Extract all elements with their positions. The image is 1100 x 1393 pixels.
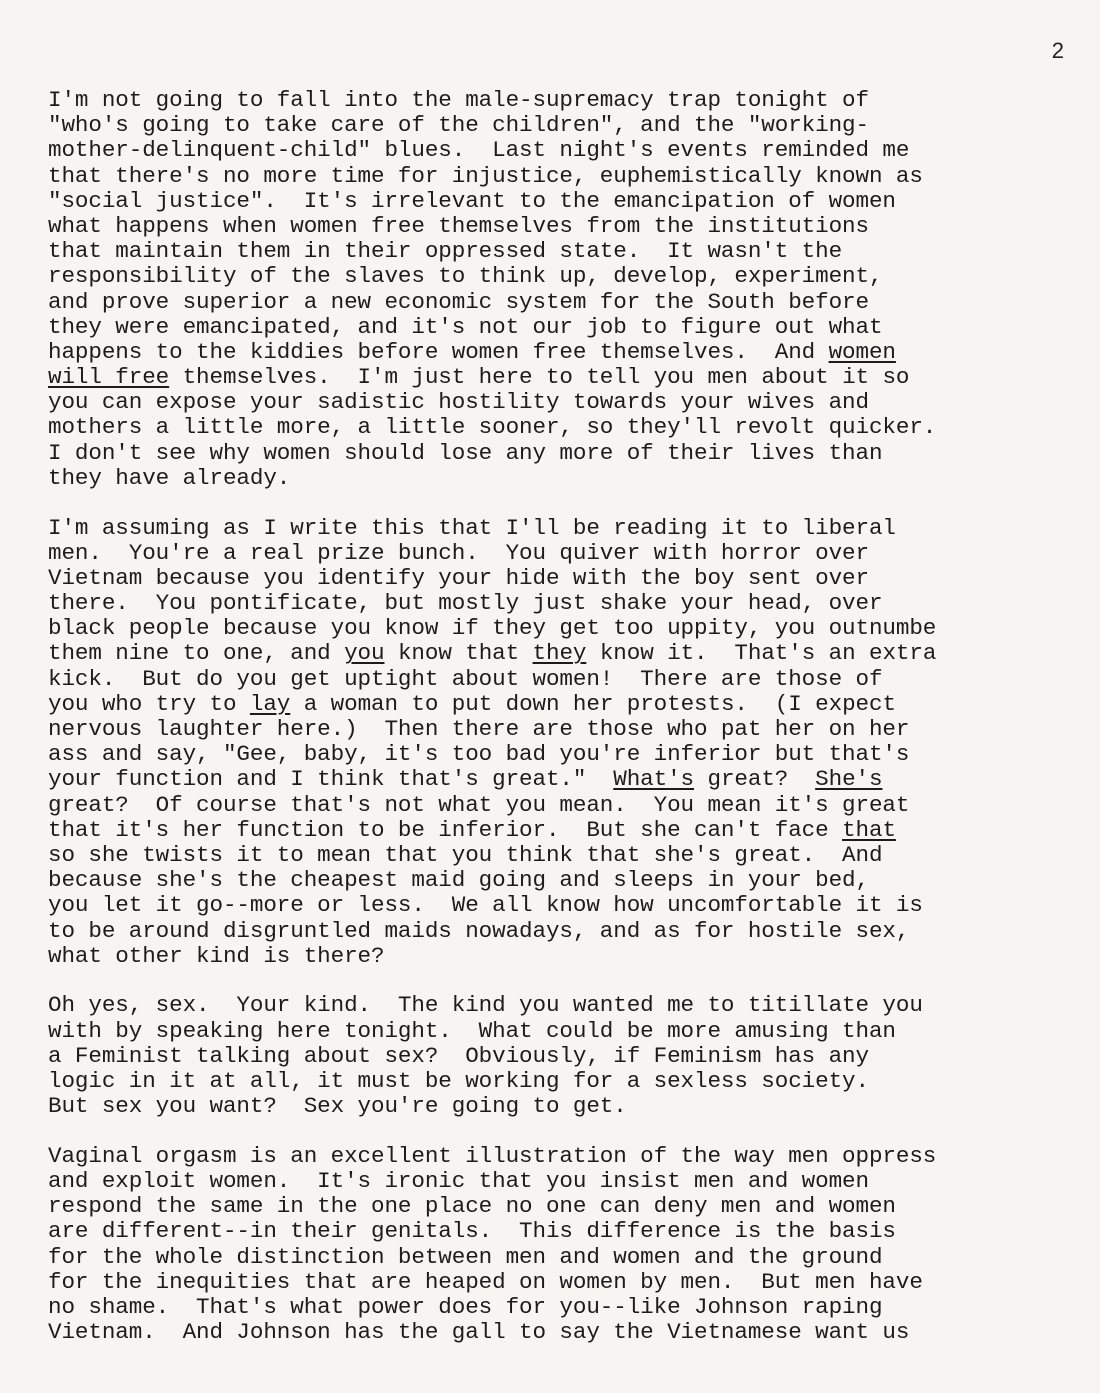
text-line — [48, 1094, 1078, 1119]
text-segment: great? Of course that's not what you mean. You mean it's great — [48, 791, 910, 818]
text-line — [48, 1245, 1078, 1270]
paragraph — [48, 88, 1078, 491]
text-line — [48, 441, 1078, 466]
text-segment: "who's going to take care of the children", and the "working- — [48, 112, 869, 139]
text-segment: you who try to — [48, 690, 250, 717]
text-line — [48, 264, 1078, 289]
underlined-text: What's — [613, 766, 695, 793]
page-number: 2 — [1051, 38, 1064, 63]
text-segment: and exploit women. It's ironic that you insist men and women — [48, 1168, 869, 1194]
paragraph — [48, 993, 1078, 1119]
text-segment: happens to the kiddies before women free themselves. And — [48, 338, 829, 365]
text-segment: great? — [694, 766, 816, 793]
text-segment: men. You're a real prize bunch. You quiver with horror over — [48, 539, 869, 566]
text-line — [48, 667, 1078, 692]
text-line — [48, 189, 1078, 214]
text-segment: to be around disgruntled maids nowadays, and as for hostile sex, — [48, 917, 910, 944]
text-segment: logic in it at all, it must be working for a sexless society. — [48, 1067, 869, 1094]
text-segment: I'm not going to fall into the male-supremacy trap tonight of — [48, 87, 869, 113]
text-segment: respond the same in the one place no one can deny men and women — [48, 1193, 896, 1220]
underlined-text: She's — [815, 766, 883, 793]
text-segment: "social justice". It's irrelevant to the emancipation of women — [48, 187, 896, 214]
text-line — [48, 818, 1078, 843]
text-segment: that it's her function to be inferior. But she can't face — [48, 816, 843, 843]
text-segment: that there's no more time for injustice, euphemistically known as — [48, 162, 923, 189]
text-segment: Vietnam. And Johnson has the gall to say the Vietnamese want us — [48, 1319, 910, 1346]
text-segment: them nine to one, and — [48, 640, 345, 667]
text-line — [48, 1219, 1078, 1244]
text-segment: mothers a little more, a little sooner, so they'll revolt quicker. — [48, 414, 937, 441]
text-segment: know it. That's an extra — [586, 640, 937, 667]
text-segment: ass and say, "Gee, baby, it's too bad you're inferior but that's — [48, 741, 910, 768]
paragraph — [48, 1144, 1078, 1346]
text-segment: so she twists it to mean that you think that she's great. And — [48, 841, 883, 868]
underlined-text: women — [828, 338, 896, 365]
text-line — [48, 113, 1078, 138]
text-segment: nervous laughter here.) Then there are those who pat her on her — [48, 716, 910, 742]
text-segment: that maintain them in their oppressed state. It wasn't the — [48, 238, 843, 265]
text-line — [48, 516, 1078, 541]
text-segment: black people because you know if they get too uppity, you outnumbe — [48, 615, 937, 642]
text-line — [48, 1270, 1078, 1295]
text-line — [48, 340, 1078, 365]
text-line — [48, 88, 1078, 113]
text-line — [48, 541, 1078, 566]
text-segment: Oh yes, sex. Your kind. The kind you wanted me to titillate you — [48, 992, 923, 1019]
text-segment: a Feminist talking about sex? Obviously, if Feminism has any — [48, 1042, 869, 1069]
text-segment: what happens when women free themselves from the institutions — [48, 212, 869, 239]
text-segment: with by speaking here tonight. What could be more amusing than — [48, 1017, 896, 1044]
text-segment: know that — [384, 640, 533, 667]
text-line — [48, 742, 1078, 767]
text-segment: themselves. I'm just here to tell you men about it so — [169, 364, 910, 391]
underlined-text: they — [532, 640, 587, 667]
text-line — [48, 919, 1078, 944]
text-line — [48, 415, 1078, 440]
text-line — [48, 365, 1078, 390]
text-segment: Vietnam because you identify your hide with the boy sent over — [48, 564, 869, 591]
text-segment: for the whole distinction between men and women and the ground — [48, 1243, 883, 1270]
text-segment: kick. But do you get uptight about women! There are those of — [48, 665, 883, 692]
text-line — [48, 138, 1078, 163]
text-line — [48, 1169, 1078, 1194]
text-line — [48, 868, 1078, 893]
text-line — [48, 1194, 1078, 1219]
text-line — [48, 315, 1078, 340]
text-line — [48, 993, 1078, 1018]
text-segment: mother-delinquent-child" blues. Last night's events reminded me — [48, 137, 910, 164]
text-line — [48, 641, 1078, 666]
body-text — [48, 88, 1078, 1370]
text-segment: and prove superior a new economic system for the South before — [48, 288, 869, 315]
text-line — [48, 1044, 1078, 1069]
underlined-text: that — [842, 816, 896, 843]
text-segment: responsibility of the slaves to think up, develop, experiment, — [48, 263, 883, 290]
text-line — [48, 1320, 1078, 1345]
text-line — [48, 717, 1078, 742]
text-segment: there. You pontificate, but mostly just shake your head, over — [48, 590, 883, 617]
text-line — [48, 692, 1078, 717]
underlined-text: you — [344, 640, 385, 667]
text-line — [48, 214, 1078, 239]
text-line — [48, 591, 1078, 616]
text-line — [48, 1019, 1078, 1044]
text-line — [48, 843, 1078, 868]
text-line — [48, 164, 1078, 189]
text-segment: I'm assuming as I write this that I'll be reading it to liberal — [48, 514, 896, 541]
underlined-text: will free — [48, 364, 170, 391]
paragraph — [48, 516, 1078, 969]
text-segment: they have already. — [48, 464, 291, 491]
text-segment: But sex you want? Sex you're going to get. — [48, 1093, 627, 1120]
text-line — [48, 616, 1078, 641]
text-segment: no shame. That's what power does for you--like Johnson raping — [48, 1293, 883, 1320]
text-line — [48, 1144, 1078, 1169]
text-line — [48, 767, 1078, 792]
text-segment: they were emancipated, and it's not our job to figure out what — [48, 313, 883, 340]
text-line — [48, 1069, 1078, 1094]
text-line — [48, 566, 1078, 591]
text-line — [48, 290, 1078, 315]
text-segment: because she's the cheapest maid going and sleeps in your bed, — [48, 867, 869, 894]
text-line — [48, 466, 1078, 491]
underlined-text: lay — [249, 690, 291, 717]
text-segment: your function and I think that's great." — [48, 766, 614, 793]
text-line — [48, 944, 1078, 969]
text-segment: are different--in their genitals. This difference is the basis — [48, 1218, 896, 1245]
text-segment: for the inequities that are heaped on women by men. But men have — [48, 1268, 923, 1295]
text-line — [48, 793, 1078, 818]
text-line — [48, 893, 1078, 918]
text-segment: you can expose your sadistic hostility towards your wives and — [48, 389, 869, 416]
text-line — [48, 239, 1078, 264]
text-segment: I don't see why women should lose any more of their lives than — [48, 439, 883, 466]
text-segment: a woman to put down her protests. (I expect — [290, 690, 896, 717]
text-segment: Vaginal orgasm is an excellent illustration of the way men oppress — [48, 1142, 937, 1169]
text-line — [48, 1295, 1078, 1320]
text-segment: what other kind is there? — [48, 942, 385, 969]
text-segment: you let it go--more or less. We all know how uncomfortable it is — [48, 892, 923, 919]
text-line — [48, 390, 1078, 415]
